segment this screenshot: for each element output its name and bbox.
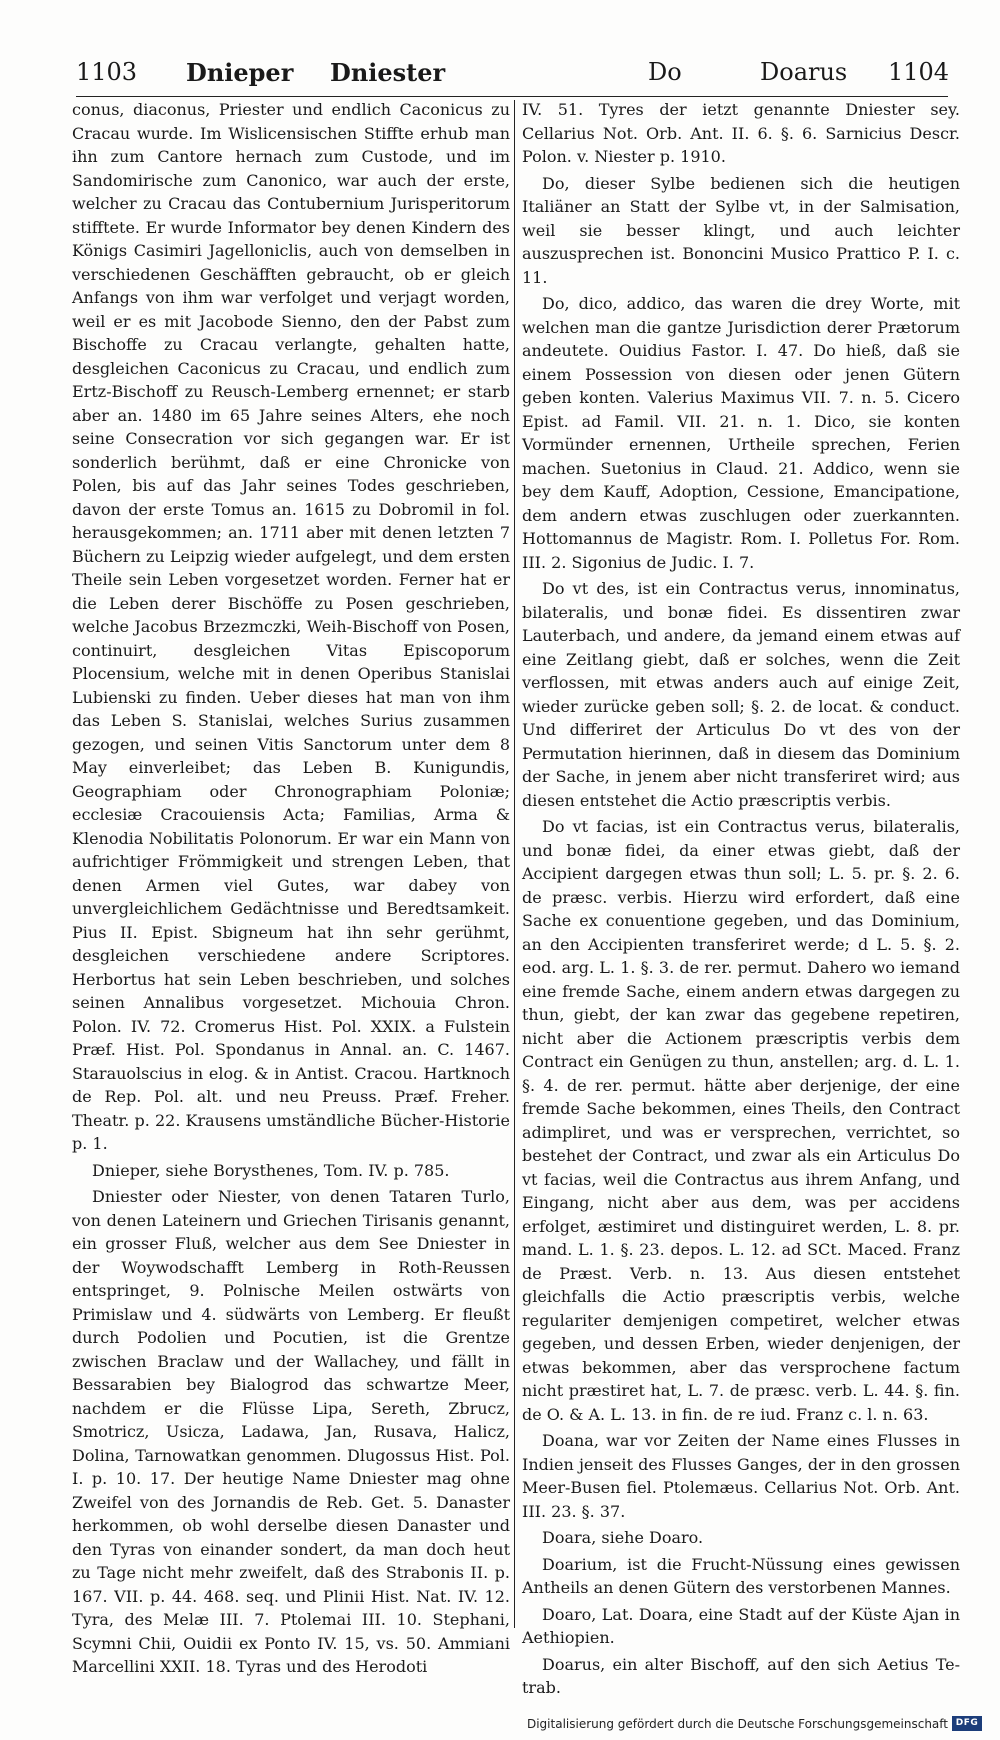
entry-doarium: Doarium, ist die Frucht-Nüssung eines gewissen Antheils an denen Gütern des verstorbenen Mannes. — [522, 1554, 960, 1597]
left-running-head-1: Dnieper — [186, 58, 294, 87]
right-page-number: 1104 — [888, 58, 950, 86]
column-divider — [514, 100, 515, 1628]
left-page-number: 1103 — [76, 58, 138, 86]
entry-dniester: Dniester oder Niester, von denen Tataren Turlo, von denen Lateinern und Griechen Tirisanis genannt, ein grosser Fluß, welcher aus dem See Dniester in der Woywodschafft Lemberg in Roth-Reussen entspringet, 9. Polnische Meilen ostwärts von Primislaw und 4. südwärts von Lemberg. Er fleußt durch Podolien und Pocutien, ist die Grentze zwischen Braclaw und der Wallachey, und fällt in Bessarabien bey Bialogrod das schwartze Meer, nachdem er die Flüsse Lipa, Sereth, Zbrucz, Smotricz, Usicza, Ladawa, Jan, Rusava, Halicz, Dolina, Tarnowatkan genommen. Dlugossus Hist. Pol. I. p. 10. 17. Der heutige Name Dniester mag ohne Zweifel von des Jornandis de Reb. Get. 5. Danaster herkommen, ob wohl derselbe diesen Danaster und den Tyras von einander sondert, da man doch heut zu Tage nicht mehr zweifelt, daß des Strabonis II. p. 167. VII. p. 44. 468. seq. und Plinii Hist. Nat. IV. 12. Tyra, des Melæ III. 7. Ptolemai III. 10. Stephani, Scymni Chii, Ouidii ex Ponto IV. 15, vs. 50. Ammiani Marcellini XXII. 18. Tyras und des Herodoti — [72, 1187, 510, 1676]
entry-do-dico-addico: Do, dico, addico, das waren die drey Worte, mit welchen man die gantze Jurisdiction derer Prætorum andeutete. Ouidius Fastor. I. 47. Do hieß, daß sie einem Possession von diesen oder jenen Gütern geben konten. Valerius Maximus VII. 7. n. 5. Cicero Epist. ad Famil. VII. 21. n. 1. Dico, sie konten Vormünder ernennen, Urtheile sprechen, Ferien machen. Suetonius in Claud. 21. Addico, wenn sie bey dem Kauff, Adoption, Cessione, Emancipatione, dem andern etwas zuschlugen oder zuerkannten. Hottomannus de Magistr. Rom. I. Polletus For. Rom. III. 2. Sigonius de Judic. I. 7. — [522, 294, 960, 572]
digitization-footer — [527, 1716, 982, 1731]
left-running-head-2: Dniester — [330, 58, 446, 87]
entry-do-vt-des: Do vt des, ist ein Contractus verus, innominatus, bilateralis, und bonæ fidei. Es dissentiren zwar Lauterbach, und andere, da jemand einem etwas auf eine Zeitlang giebt, daß er solches, wenn die Zeit verflossen, mit etwas anders auch auf einige Zeit, wieder zurücke geben soll; §. 2. de locat. & conduct. Und differiret der Articulus Do vt des von der Permutation hierinnen, daß in diesem das Dominium der Sache, in jenem aber nicht transferiret wird; aus diesen entstehet die Actio præscriptis verbis. — [522, 579, 960, 810]
entry-continuation-text: conus, diaconus, Priester und endlich Caconicus zu Cracau wurde. Im Wislicensischen Stiffte erhub man ihn zum Cantore hernach zum Custode, und im Sandomirische zum Canonico, war auch der erste, welcher zu Cracau das Contubernium Jurisperitorum stifftete. Er wurde Informator bey denen Kindern des Königs Casimiri Jagelloniclis, auch von demselben in verschiedenen Geschäfften gebraucht, ob er gleich Anfangs von ihm war verfolget und verjagt worden, weil er es mit Jacobode Sienno, den der Pabst zum Bischoffe zu Cracau verlangte, gehalten hatte, desgleichen Caconicus zu Cracau, und endlich zum Ertz-Bischoff zu Reusch-Lemberg ernennet; er starb aber an. 1480 im 65 Jahre seines Alters, ehe noch seine Consecration vor sich gegangen war. Er ist sonderlich berühmt, daß er eine Chronicke von Polen, bis auf das Jahr seines Todes geschrieben, davon der erste Tomus an. 1615 zu Dobromil in fol. herausgekommen; an. 1711 aber mit denen letzten 7 Büchern zu Leipzig wieder aufgelegt, und dem ersten Theile sein Leben vorgesetzet worden. Ferner hat er die Leben derer Bischöffe zu Posen geschrieben, welche Jacobus Brzezmczki, Weih-Bischoff von Posen, continuirt, desgleichen Vitas Episcoporum Plocensium, welche mit in denen Operibus Stanislai Lubienski zu finden. Ueber dieses hat man von ihm das Leben S. Stanislai, welches Surius zusammen gezogen, und seinen Vitis Sanctorum unter dem 8 May einverleibet; das Leben B. Kunigundis, Geographiam oder Chronographiam Poloniæ; ecclesiæ Cracouiensis Acta; Familias, Arma & Klenodia Nobilitatis Polonorum. Er war ein Mann von aufrichtiger Frömmigkeit und strengen Leben, that denen Armen viel Gutes, war dabey von unvergleichlichem Gedächtnisse und Beredtsamkeit. Pius II. Epist. Sbigneum hat ihn sehr gerühmt, desgleichen verschiedene andere Scriptores. Herbortus hat sein Leben beschrieben, und solches seinen Annalibus vorgesetzet. Michouia Chron. Polon. IV. 72. Cromerus Hist. Pol. XXIX. a Fulstein Præf. Hist. Pol. Spondanus in Annal. an. C. 1467. Starauolscius in elog. & in Antist. Cracou. Hartknoch de Rep. Pol. alt. und neu Preuss. Præf. Freher. Theatr. p. 22. Krausens umständliche Bücher-Historie p. 1. — [72, 100, 510, 1153]
entry-doaro: Doaro, Lat. Doara, eine Stadt auf der Küste Ajan in Aethiopien. — [522, 1604, 960, 1647]
right-running-head-2: Doarus — [760, 58, 848, 86]
right-running-head-1: Do — [648, 58, 682, 86]
footer-credit: Digitalisierung gefördert durch die Deutsche Forschungsgemeinschaft — [526, 1716, 948, 1731]
dfg-logo: DFG — [952, 1716, 982, 1731]
entry-doarus: Doarus, ein alter Bischoff, auf den sich Aetius Te-trab. — [522, 1654, 960, 1697]
header-rule — [76, 96, 948, 97]
entry-dniester-continuation: IV. 51. Tyres der ietzt genannte Dniester sey. Cellarius Not. Orb. Ant. II. 6. §. 6. Sarnicius Descr. Polon. v. Niester p. 1910. — [522, 100, 960, 166]
entry-do-syllable: Do, dieser Sylbe bedienen sich die heutigen Italiäner an Statt der Sylbe vt, in der Salmisation, weil sie besser klingt, und auch leichter auszusprechen ist. Bononcini Musico Prattico P. I. c. 11. — [522, 173, 960, 287]
page-header — [0, 0, 1000, 100]
entry-do-vt-facias: Do vt facias, ist ein Contractus verus, bilateralis, und bonæ fidei, da einer etwas giebt, daß der Accipient dargegen etwas thun soll; L. 5. pr. §. 2. 6. de præsc. verbis. Hierzu wird erfordert, daß eine Sache ex conuentione gegeben, und das Dominium, an den Accipienten transferiret werde; d L. 5. §. 2. eod. arg. L. 1. §. 3. de rer. permut. Dahero wo iemand eine fremde Sache, einem andern etwas dargegen zu thun, giebt, der kan zwar das gegebene repetiren, nicht aber die Actionem præscriptis verbis dem Contract ein Genügen zu thun, anstellen; arg. d. L. 1. §. 4. de rer. permut. hätte aber derjenige, der eine fremde Sache bekommen, eines Theils, den Contract adimpliret, und was er versprechen, verrichtet, so bestehet der Contract, und zwar als ein Articulus Do vt facias, weil die Contractus aus ihrem Anfang, und Eingang, nicht aber aus dem, was per accidens erfolget, æstimiret und distinguiret werden, L. 8. pr. mand. L. 1. §. 23. depos. L. 12. ad SCt. Maced. Franz de Præst. Verb. n. 13. Aus diesen entstehet gleichfalls die Actio præscriptis verbis, welche regulariter demjenigen competiret, welcher etwas gegeben, und dessen Erben, wieder denjenigen, der etwas bekommen, aber das versprochene factum nicht præstiret hat, L. 7. de præsc. verb. L. 44. §. fin. de O. & A. L. 13. in fin. de re iud. Franz c. l. n. 63. — [522, 817, 960, 1424]
entry-doara: Doara, siehe Doaro. — [542, 1528, 704, 1547]
left-column — [72, 98, 510, 1679]
entry-dnieper: Dnieper, siehe Borysthenes, Tom. IV. p. 785. — [92, 1160, 450, 1180]
entry-doana: Doana, war vor Zeiten der Name eines Flusses in Indien jenseit des Flusses Ganges, der in den grossen Meer-Busen fiel. Ptolemæus. Cellarius Not. Orb. Ant. III. 23. §. 37. — [522, 1431, 960, 1521]
right-column — [522, 98, 960, 1700]
